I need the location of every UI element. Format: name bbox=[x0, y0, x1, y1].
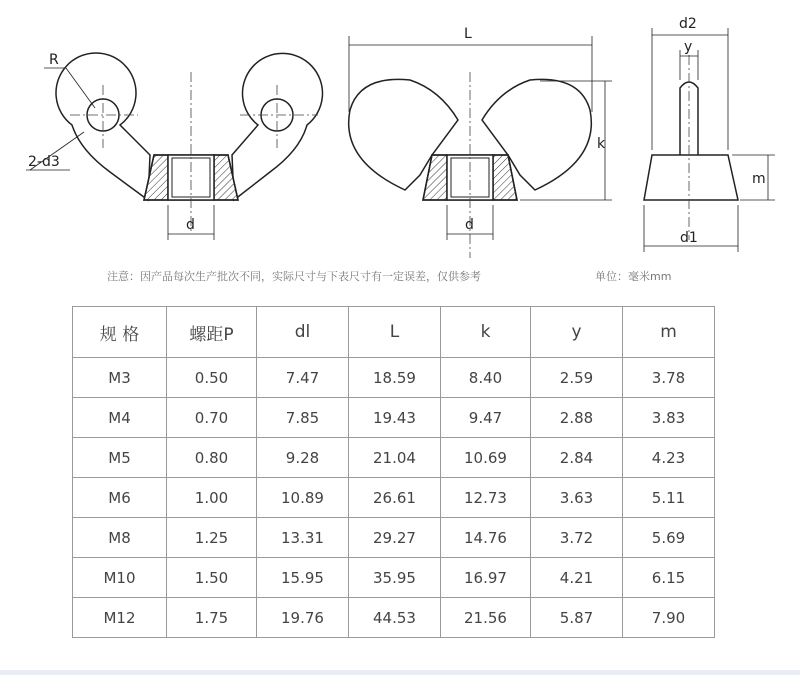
side-dimensions bbox=[644, 28, 775, 252]
header-k: k bbox=[441, 307, 531, 358]
technical-drawing bbox=[0, 0, 800, 262]
cell-y: 3.63 bbox=[531, 478, 623, 518]
header-pitch: 螺距P bbox=[167, 307, 257, 358]
spec-table bbox=[72, 306, 715, 638]
cell-l: 18.59 bbox=[349, 358, 441, 398]
cell-y: 3.72 bbox=[531, 518, 623, 558]
cell-k: 9.47 bbox=[441, 398, 531, 438]
label-d-middle: d bbox=[465, 217, 474, 233]
cell-l: 26.61 bbox=[349, 478, 441, 518]
cell-k: 12.73 bbox=[441, 478, 531, 518]
cell-k: 14.76 bbox=[441, 518, 531, 558]
unit-note: 单位：毫米mm bbox=[595, 270, 672, 283]
label-d1: d1 bbox=[680, 230, 698, 246]
header-m: m bbox=[623, 307, 715, 358]
cell-m: 7.90 bbox=[623, 598, 715, 638]
cell-pitch: 0.70 bbox=[167, 398, 257, 438]
cell-spec: M12 bbox=[73, 598, 167, 638]
cell-m: 4.23 bbox=[623, 438, 715, 478]
cell-y: 2.84 bbox=[531, 438, 623, 478]
cell-d1: 13.31 bbox=[257, 518, 349, 558]
label-l: L bbox=[464, 26, 472, 42]
cell-pitch: 1.25 bbox=[167, 518, 257, 558]
cell-pitch: 0.50 bbox=[167, 358, 257, 398]
table-row bbox=[73, 398, 715, 438]
note-row bbox=[0, 266, 800, 286]
cell-pitch: 0.80 bbox=[167, 438, 257, 478]
label-d3: 2-d3 bbox=[28, 154, 60, 170]
cell-spec: M3 bbox=[73, 358, 167, 398]
cell-d1: 19.76 bbox=[257, 598, 349, 638]
cell-l: 19.43 bbox=[349, 398, 441, 438]
table-row bbox=[73, 518, 715, 558]
cell-pitch: 1.50 bbox=[167, 558, 257, 598]
header-y: y bbox=[531, 307, 623, 358]
cell-k: 16.97 bbox=[441, 558, 531, 598]
cell-m: 3.78 bbox=[623, 358, 715, 398]
cell-y: 4.21 bbox=[531, 558, 623, 598]
side-nut-body bbox=[644, 155, 738, 200]
cell-spec: M6 bbox=[73, 478, 167, 518]
side-view bbox=[644, 82, 738, 200]
label-y: y bbox=[684, 39, 693, 55]
cell-k: 10.69 bbox=[441, 438, 531, 478]
header-spec: 规 格 bbox=[73, 307, 167, 358]
cell-spec: M4 bbox=[73, 398, 167, 438]
cell-spec: M8 bbox=[73, 518, 167, 558]
label-r: R bbox=[49, 52, 59, 68]
cell-m: 6.15 bbox=[623, 558, 715, 598]
cell-y: 2.59 bbox=[531, 358, 623, 398]
table-row bbox=[73, 358, 715, 398]
table-row bbox=[73, 598, 715, 638]
cell-k: 8.40 bbox=[441, 358, 531, 398]
front-view bbox=[56, 53, 323, 200]
cell-d1: 15.95 bbox=[257, 558, 349, 598]
cell-k: 21.56 bbox=[441, 598, 531, 638]
label-m: m bbox=[752, 171, 766, 187]
cell-y: 5.87 bbox=[531, 598, 623, 638]
cell-d1: 9.28 bbox=[257, 438, 349, 478]
table-row bbox=[73, 558, 715, 598]
header-d1: dl bbox=[257, 307, 349, 358]
label-d-front: d bbox=[186, 217, 195, 233]
table-row bbox=[73, 438, 715, 478]
cell-d1: 7.47 bbox=[257, 358, 349, 398]
cell-spec: M5 bbox=[73, 438, 167, 478]
cell-l: 29.27 bbox=[349, 518, 441, 558]
cell-l: 44.53 bbox=[349, 598, 441, 638]
cell-d1: 10.89 bbox=[257, 478, 349, 518]
cell-spec: M10 bbox=[73, 558, 167, 598]
cell-m: 5.11 bbox=[623, 478, 715, 518]
cell-pitch: 1.00 bbox=[167, 478, 257, 518]
cell-l: 21.04 bbox=[349, 438, 441, 478]
cell-pitch: 1.75 bbox=[167, 598, 257, 638]
tolerance-note: 注意：因产品每次生产批次不同，实际尺寸与下表尺寸有一定误差，仅供参考 bbox=[107, 270, 481, 283]
label-d2: d2 bbox=[679, 16, 697, 32]
cell-d1: 7.85 bbox=[257, 398, 349, 438]
cell-y: 2.88 bbox=[531, 398, 623, 438]
cell-m: 5.69 bbox=[623, 518, 715, 558]
table-row bbox=[73, 478, 715, 518]
table-header-row bbox=[73, 307, 715, 358]
bottom-strip bbox=[0, 670, 800, 675]
cell-m: 3.83 bbox=[623, 398, 715, 438]
header-l: L bbox=[349, 307, 441, 358]
label-k: k bbox=[597, 136, 606, 152]
cell-l: 35.95 bbox=[349, 558, 441, 598]
